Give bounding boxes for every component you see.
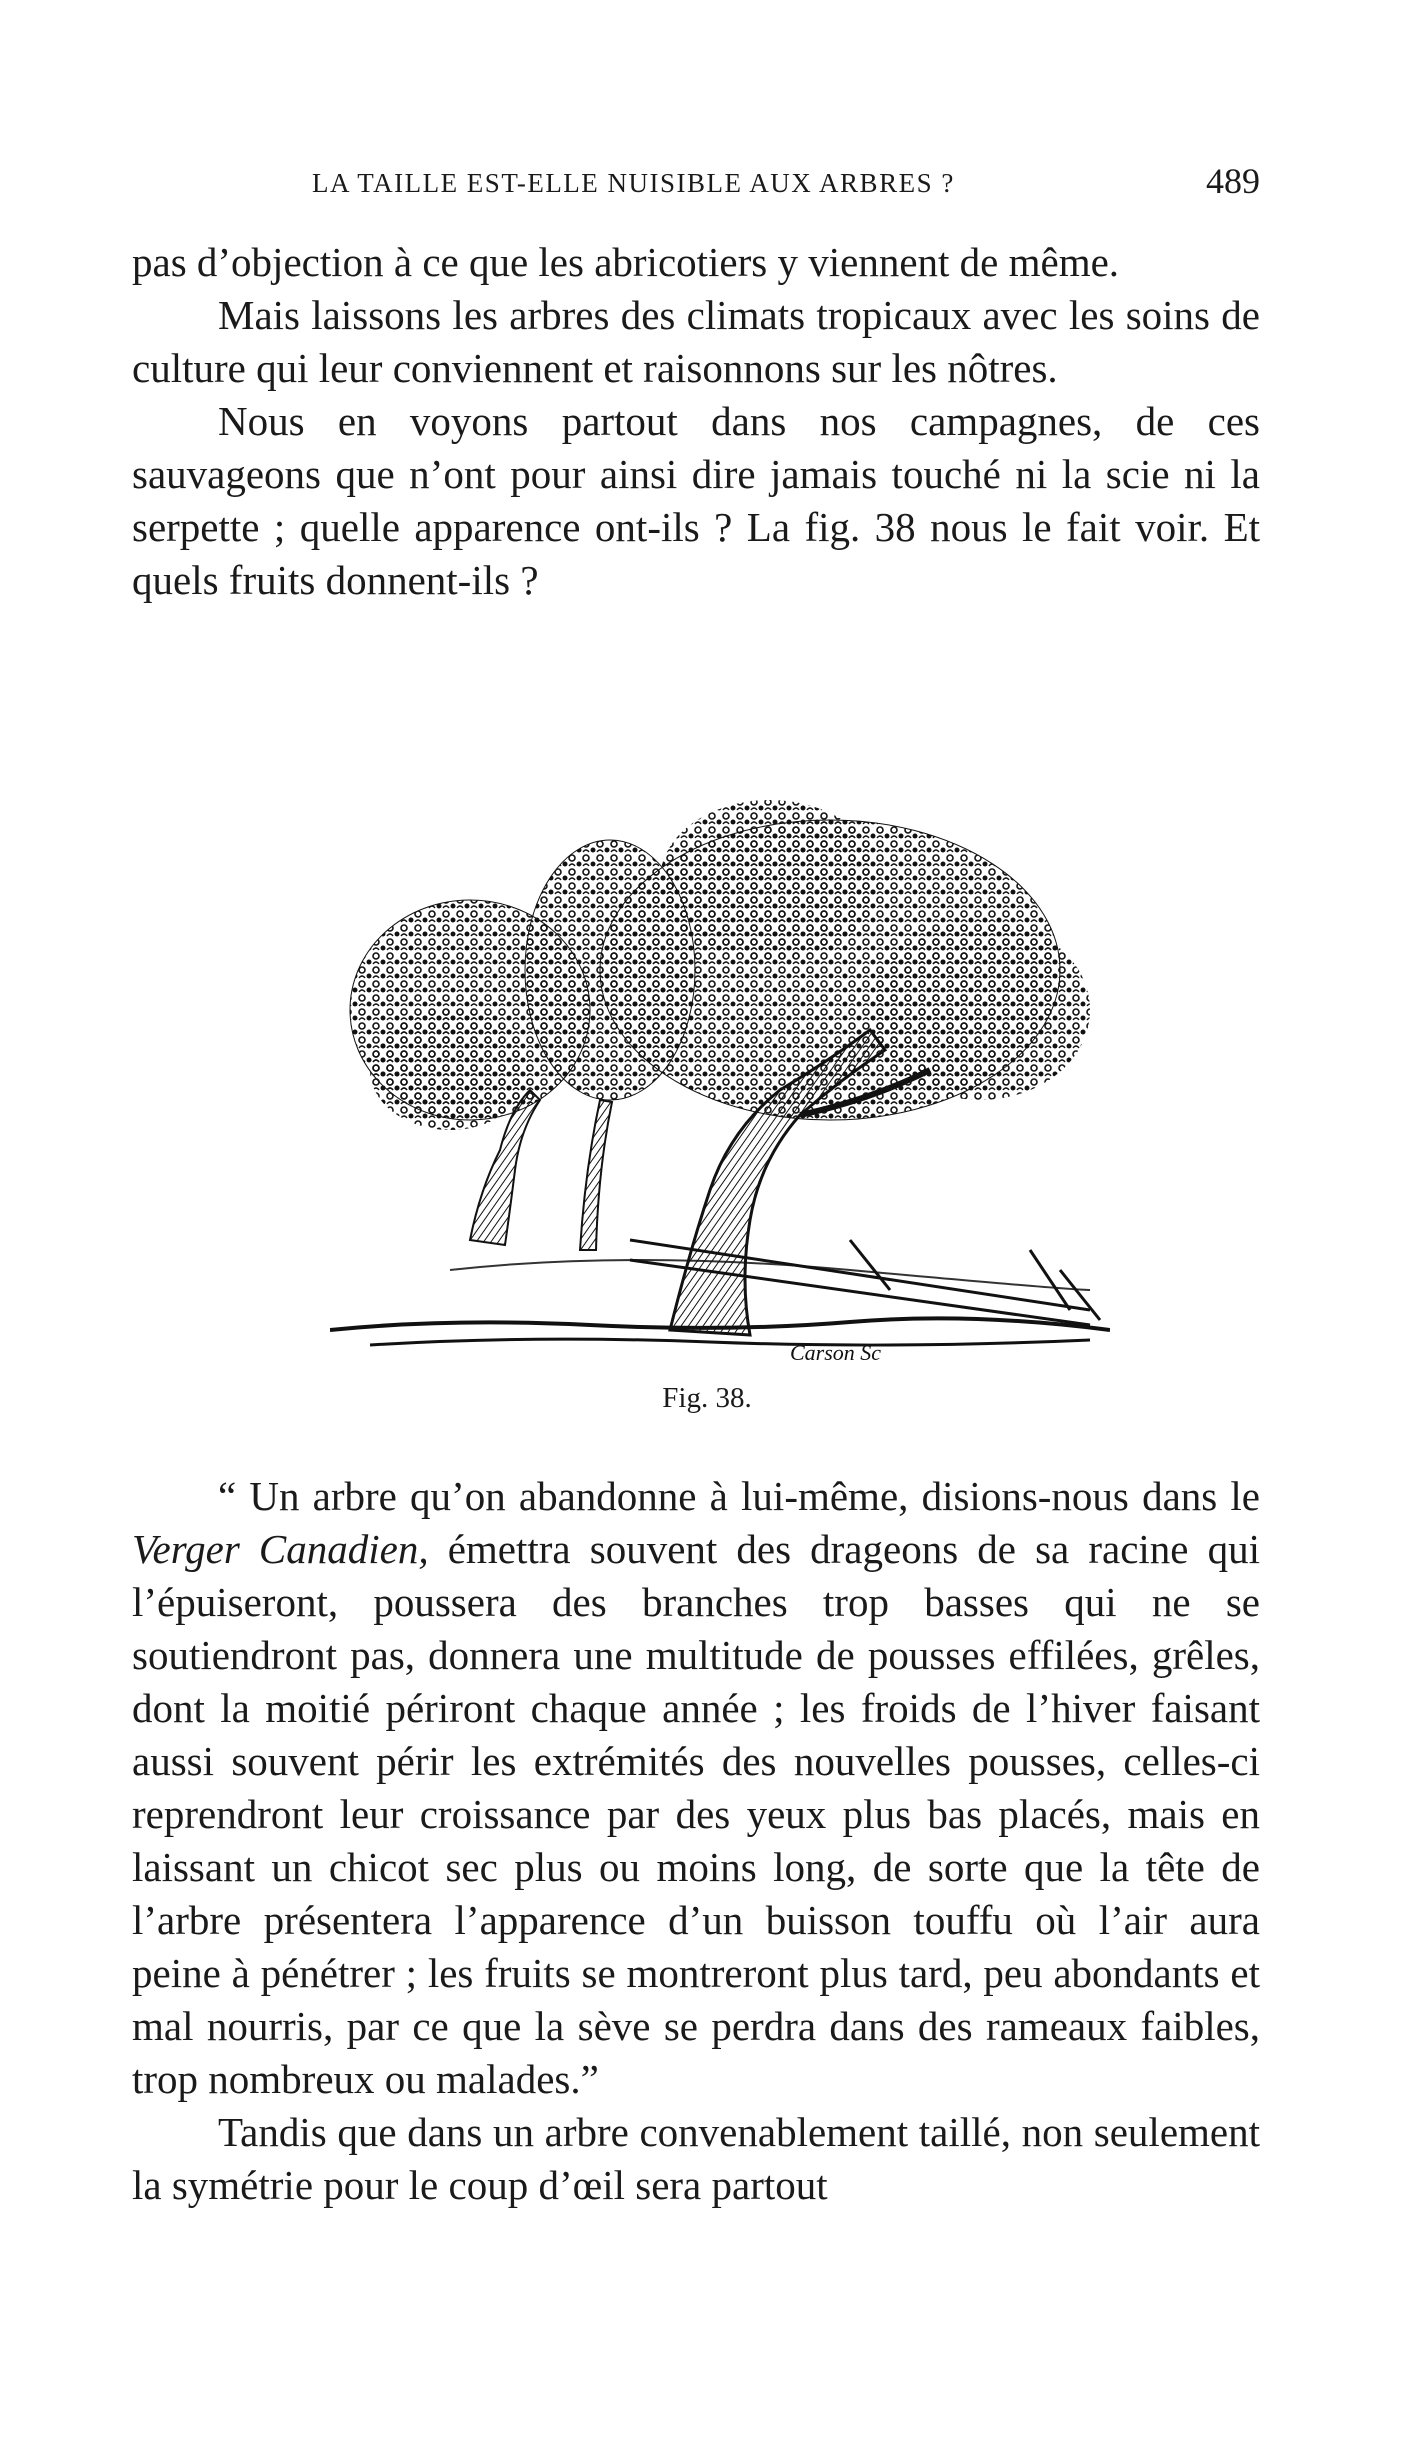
tree-engraving-illustration	[330, 770, 1110, 1370]
paragraph: Mais laissons les arbres des climats tropicaux avec les soins de culture qui leur conviennent et raisonnons sur les nôtres.	[132, 292, 1260, 391]
book-title-italic: Verger Canadien,	[132, 1526, 429, 1572]
paragraph: Tandis que dans un arbre convenablement taillé, non seulement la symétrie pour le coup d’œil sera partout	[132, 2109, 1260, 2208]
running-title: LA TAILLE EST-ELLE NUISIBLE AUX ARBRES ?	[312, 168, 955, 198]
quote-text-rest: émettra souvent des drageons de sa racine qui l’épuiseront, poussera des branches trop basses qui ne se soutiendront pas, donnera une multitude de pousses effilées, grêles, dont la moitié périront chaque année ; les froids de l’hiver faisant aussi souvent périr les extrémités des nouvelles pousses, celles-ci reprendront leur croissance par des yeux plus bas placés, mais en laissant un chicot sec plus ou moins long, de sorte que la tête de l’arbre présentera l’apparence d’un buisson touffu où l’air aura peine à pénétrer ; les fruits se montreront plus tard, peu abondants et mal nourris, par ce que la sève se perdra dans des rameaux faibles, trop nombreux ou malades.”	[132, 1526, 1260, 2102]
body-text-top	[132, 236, 1260, 607]
quote-text-start: “ Un arbre qu’on abandonne à lui-même, disions-nous dans le	[218, 1473, 1260, 1519]
quoted-paragraph	[132, 1470, 1260, 2106]
paragraph: Nous en voyons partout dans nos campagnes, de ces sauvageons que n’ont pour ainsi dire jamais touché ni la scie ni la serpette ; quelle apparence ont-ils ? La fig. 38 nous le fait voir. Et quels fruits donnent-ils ?	[132, 398, 1260, 603]
tree-engraving-figure	[330, 770, 1110, 1370]
paragraph-continuation: pas d’objection à ce que les abricotiers y viennent de même.	[132, 239, 1120, 285]
figure-caption: Fig. 38.	[662, 1382, 752, 1414]
body-text-bottom	[132, 1470, 1260, 2212]
engraver-signature: Carson Sc	[790, 1340, 882, 1365]
page-header	[132, 160, 1260, 210]
page-number: 489	[1206, 161, 1260, 201]
